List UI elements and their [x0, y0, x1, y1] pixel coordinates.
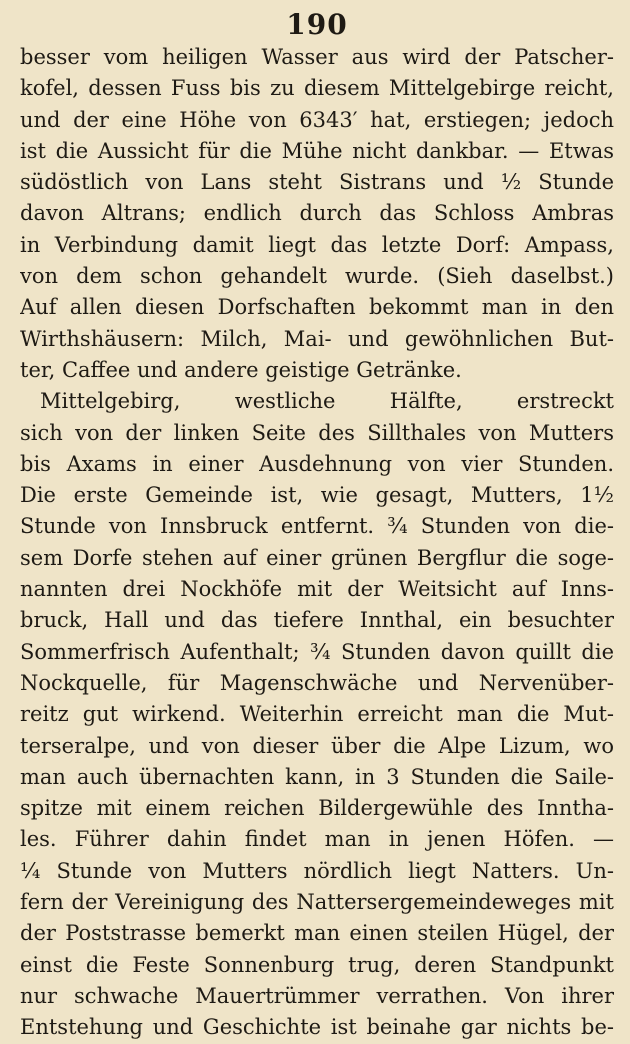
text-line: in Verbindung damit liegt das letzte Dorf: Ampass,	[20, 232, 614, 257]
text-line: Auf allen diesen Dorfschaften bekommt man in den	[20, 295, 614, 320]
text-line: sem Dorfe stehen auf einer grünen Bergflur die soge-	[20, 545, 614, 570]
text-line: ist die Aussicht für die Mühe nicht dankbar. — Etwas	[20, 138, 614, 163]
text-line: südöstlich von Lans steht Sistrans und ½ Stunde	[20, 170, 614, 195]
text-line: ter, Caffee und andere geistige Getränke.	[20, 357, 462, 382]
text-line: nur schwache Mauertrümmer verrathen. Von ihrer	[20, 983, 614, 1008]
text-line: besser vom heiligen Wasser aus wird der Patscher-	[20, 45, 614, 69]
text-line: Die erste Gemeinde ist, wie gesagt, Mutters, 1½	[20, 483, 614, 508]
text-line: spitze mit einem reichen Bildergewühle des Inntha-	[20, 796, 614, 821]
page-number: 190	[286, 8, 348, 41]
text-line: reitz gut wirkend. Weiterhin erreicht man die Mut-	[20, 702, 614, 727]
text-line: der Poststrasse bemerkt man einen steilen Hügel, der	[20, 921, 614, 946]
text-line: Nockquelle, für Magenschwäche und Nervenüber-	[20, 670, 614, 695]
text-line: ¼ Stunde von Mutters nördlich liegt Natters. Un-	[20, 858, 614, 883]
text-line: man auch übernachten kann, in 3 Stunden die Saile-	[20, 764, 614, 789]
text-line: Entstehung und Geschichte ist beinahe gar nichts be-	[20, 1015, 614, 1040]
text-line: Sommerfrisch Aufenthalt; ¾ Stunden davon quillt die	[20, 639, 614, 664]
text-line: les. Führer dahin findet man in jenen Höfen. —	[20, 827, 614, 852]
text-line: fern der Vereinigung des Nattersergemeindeweges mit	[20, 890, 614, 915]
text-line: Wirthshäusern: Milch, Mai- und gewöhnlichen But-	[20, 326, 614, 351]
text-line: davon Altrans; endlich durch das Schloss Ambras	[20, 201, 614, 226]
text-line: Stunde von Innsbruck entfernt. ¾ Stunden von die-	[20, 514, 614, 539]
text-line: bruck, Hall und das tiefere Innthal, ein besuchter	[20, 608, 614, 633]
text-line: terseralpe, und von dieser über die Alpe Lizum, wo	[20, 733, 614, 758]
text-line: sich von der linken Seite des Sillthales von Mutters	[20, 420, 614, 445]
text-line: nannten drei Nockhöfe mit der Weitsicht auf Inns-	[20, 577, 614, 602]
text-line: Mittelgebirg, westliche Hälfte, erstreckt	[40, 389, 614, 414]
text-line: von dem schon gehandelt wurde. (Sieh daselbst.)	[20, 264, 614, 289]
text-line: einst die Feste Sonnenburg trug, deren Standpunkt	[20, 952, 614, 977]
text-line: und der eine Höhe von 6343′ hat, erstiegen; jedoch	[20, 107, 614, 132]
text-line: bis Axams in einer Ausdehnung von vier Stunden.	[20, 451, 614, 476]
body-text	[20, 42, 614, 1044]
text-line: kofel, dessen Fuss bis zu diesem Mittelgebirge reicht,	[20, 76, 614, 101]
